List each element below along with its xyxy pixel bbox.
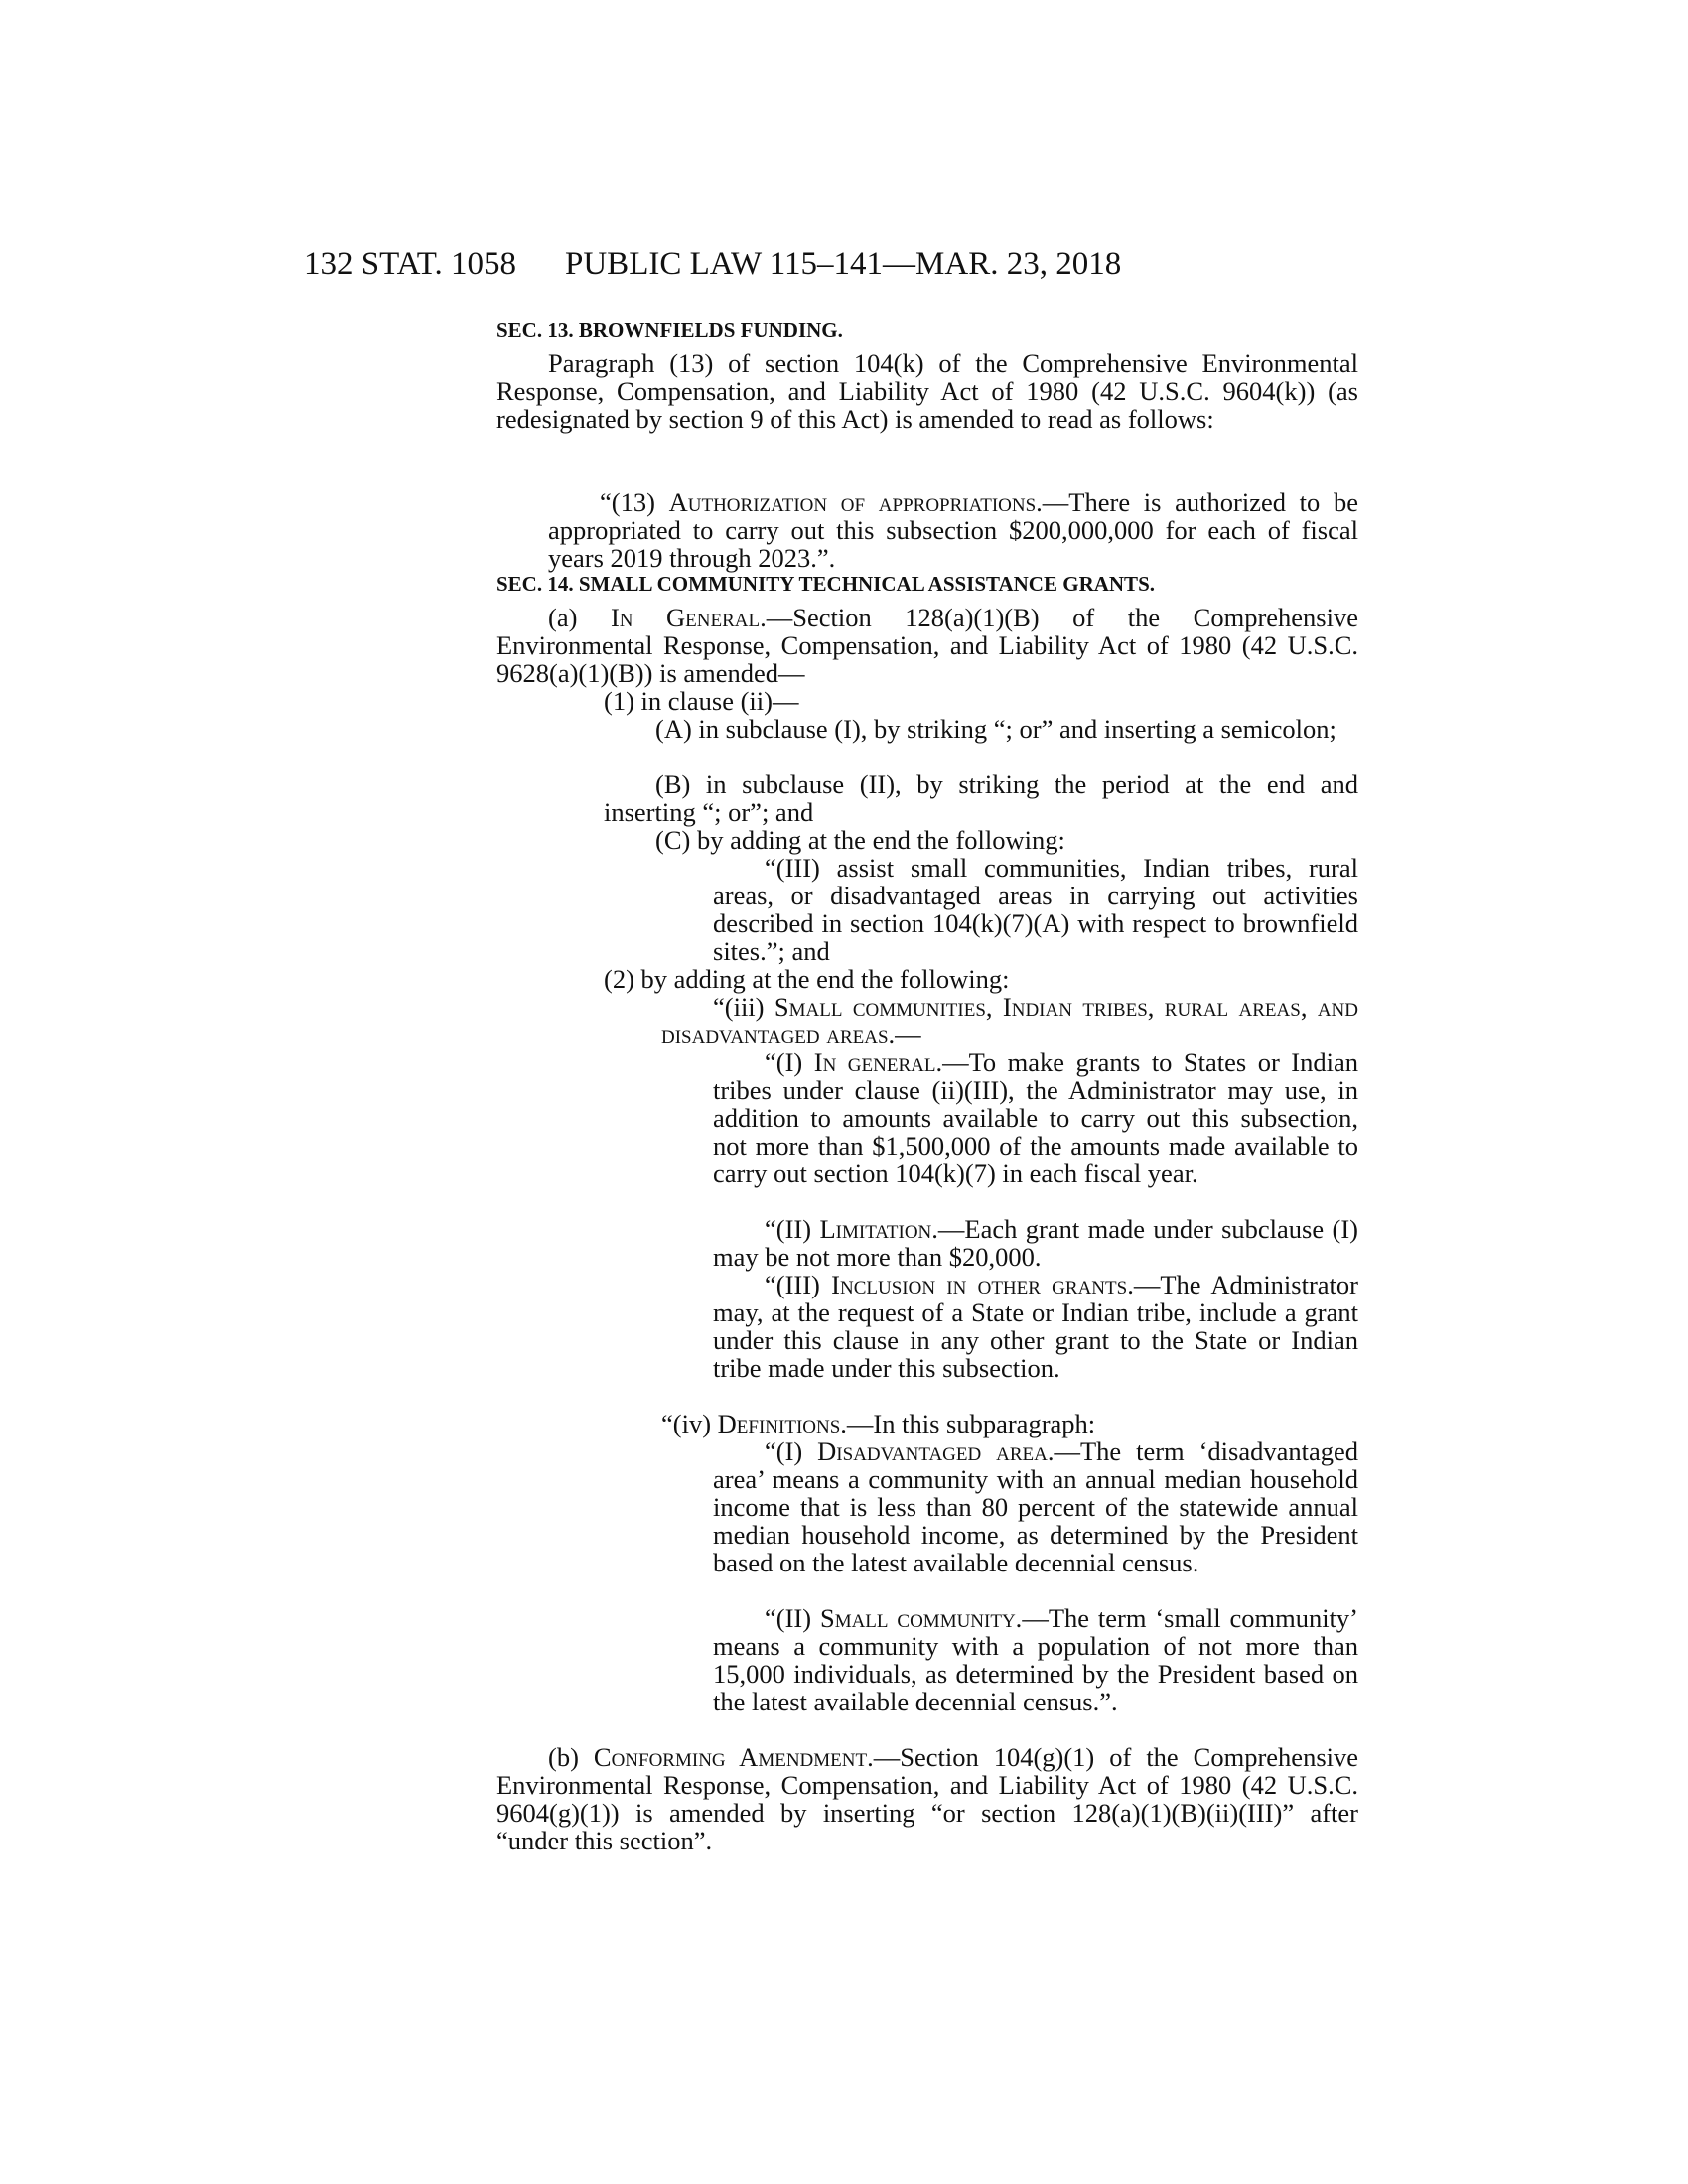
clause-iv-definitions: “(iv) Definitions.—In this subparagraph: <box>661 1409 1096 1438</box>
a-heading: In General. <box>610 603 767 632</box>
iv-heading: Definitions. <box>717 1409 847 1438</box>
clause-iii: “(iii) Small communities, Indian tribes, rural areas, and disadvantaged areas.— <box>661 992 1358 1049</box>
subclause-I-in-general: “(I) In general.—To make grants to States or Indian tribes under clause (ii)(III), the Administrator may use, in addition to amounts available to carry out this subsection, not more than $1,500,000 of the amounts made available to carry out section 104(k)(7) in each fiscal year. <box>713 1047 1358 1188</box>
subparagraph-C: (C) by adding at the end the following: <box>655 825 1065 855</box>
paragraph-1: (1) in clause (ii)— <box>604 686 799 716</box>
iii-heading: Small communities, Indian tribes, rural areas, and disadvantaged areas. <box>661 992 1358 1049</box>
sec13-heading: SEC. 13. BROWNFIELDS FUNDING. <box>496 318 843 341</box>
stat-page-number: 132 STAT. 1058 <box>304 246 517 282</box>
p13-heading: Authorization of appropriations. <box>668 487 1043 517</box>
sec13-amendment-13: “(13) Authorization of appropriations.—There is authorized to be appropriated to carry out this subsection $200,000,000 for each of fiscal years 2019 through 2023.”. <box>548 487 1358 573</box>
dII-heading: Small community. <box>819 1603 1023 1633</box>
b-heading: Conforming Amendment. <box>593 1742 874 1772</box>
paragraph-2: (2) by adding at the end the following: <box>604 964 1010 994</box>
II-heading: Limitation. <box>819 1214 938 1244</box>
subparagraph-B: (B) in subclause (II), by striking the period at the end and inserting “; or”; and <box>604 769 1358 827</box>
subparagraph-A: (A) in subclause (I), by striking “; or” and inserting a semicolon; <box>655 714 1336 744</box>
sec14-heading: SEC. 14. SMALL COMMUNITY TECHNICAL ASSISTANCE GRANTS. <box>496 572 1155 596</box>
subclause-III-assist: “(III) assist small communities, Indian tribes, rural areas, or disadvantaged areas in carrying out activities described in section 104(k)(7)(A) with respect to brownfield sites.”; and <box>713 853 1358 966</box>
sec14-subsection-a: (a) In General.—Section 128(a)(1)(B) of the Comprehensive Environmental Response, Compensation, and Liability Act of 1980 (42 U.S.C. 9628(a)(1)(B)) is amended— <box>496 603 1358 688</box>
I-heading: In general. <box>813 1047 943 1077</box>
definition-disadvantaged-area: “(I) Disadvantaged area.—The term ‘disadvantaged area’ means a community with an annual median household income that is less than 80 percent of the statewide annual median household income, as determined by the President based on the latest available decennial census. <box>713 1436 1358 1577</box>
dI-heading: Disadvantaged area. <box>817 1436 1055 1466</box>
subclause-II-limitation: “(II) Limitation.—Each grant made under subclause (I) may be not more than $20,000. <box>713 1214 1359 1272</box>
sec13-paragraph: Paragraph (13) of section 104(k) of the Comprehensive Environmental Response, Compensation, and Liability Act of 1980 (42 U.S.C. 9604(k)) (as redesignated by section 9 of this Act) is amended to read as follows: <box>496 348 1358 434</box>
subclause-III-inclusion: “(III) Inclusion in other grants.—The Administrator may, at the request of a State or Indian tribe, include a grant under this clause in any other grant to the State or Indian tribe made under this subsection. <box>713 1270 1358 1383</box>
III-heading: Inclusion in other grants. <box>831 1270 1134 1299</box>
definition-small-community: “(II) Small community.—The term ‘small community’ means a community with a population of not more than 15,000 individuals, as determined by the President based on the latest available decennial census.”. <box>713 1603 1358 1716</box>
sec14-subsection-b: (b) Conforming Amendment.—Section 104(g)(1) of the Comprehensive Environmental Response, Compensation, and Liability Act of 1980 (42 U.S.C. 9604(g)(1)) is amended by inserting “or section 128(a)(1)(B)(ii)(III)” after “under this section”. <box>496 1742 1359 1855</box>
public-law-date: PUBLIC LAW 115–141—MAR. 23, 2018 <box>565 246 1122 282</box>
